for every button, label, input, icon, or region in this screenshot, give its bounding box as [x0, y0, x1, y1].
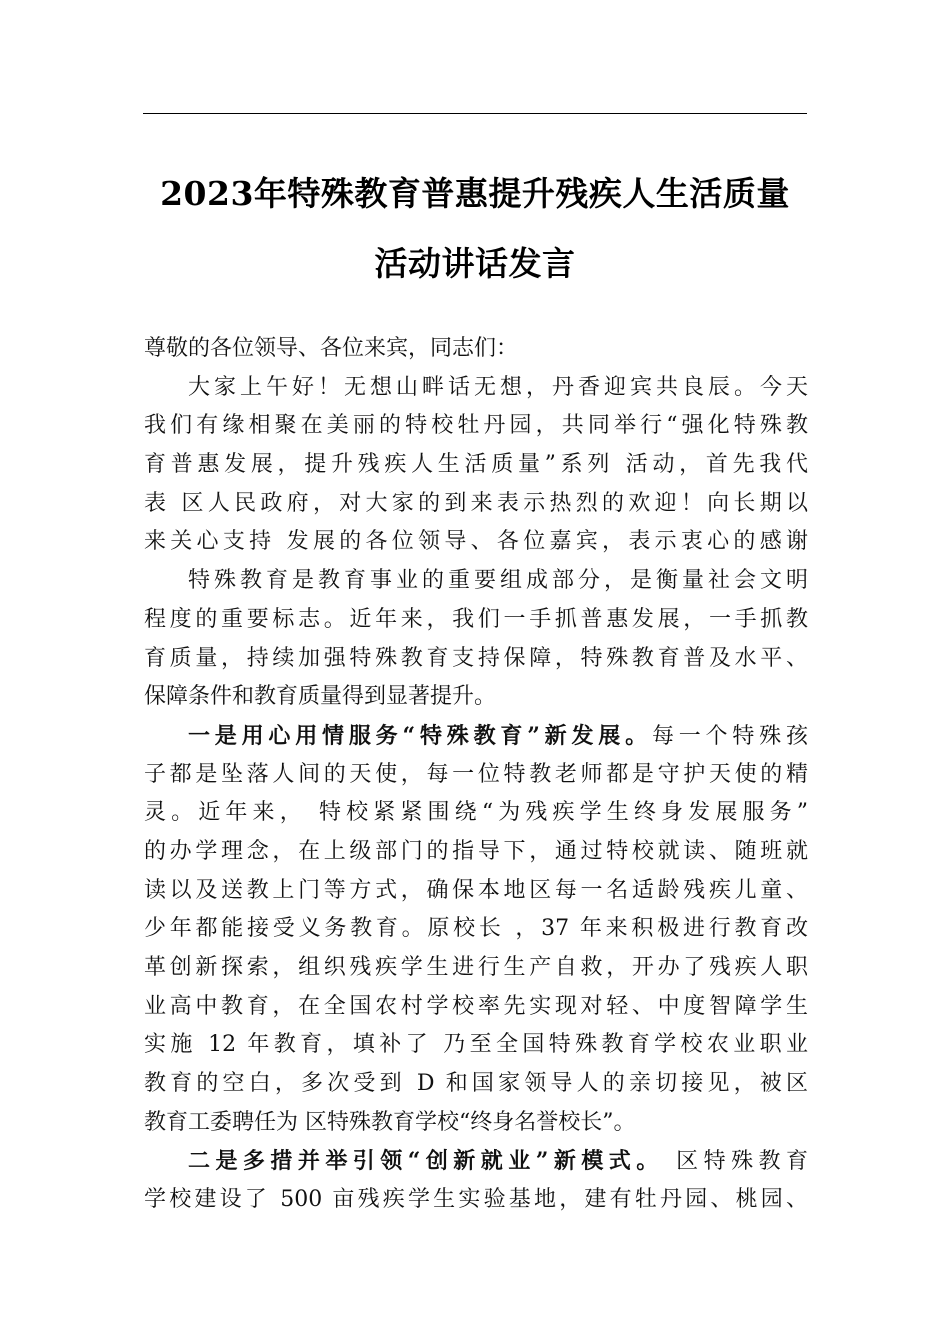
line-text: 业高中教育，在全国农村学校率先实现对轻、中度智障学生	[144, 993, 808, 1019]
text-line	[144, 910, 808, 949]
line-text: 的办学理念，在上级部门的指导下，通过特校就读、随班就	[144, 838, 808, 864]
line-text: 每一个特殊孩	[651, 723, 808, 749]
line-text: 育质量，持续加强特殊教育支持保障，特殊教育普及水平、	[144, 645, 808, 671]
document-title-line-2: 活动讲话发言	[374, 244, 576, 283]
text-line	[144, 640, 808, 679]
text-line	[144, 794, 808, 833]
line-text: 灵。近年来， 特校紧紧围绕“为残疾学生终身发展服务”	[144, 800, 808, 826]
text-line	[144, 1142, 808, 1181]
line-text: 实施 12 年教育，填补了 乃至全国特殊教育学校农业职业	[144, 1032, 808, 1058]
line-text: 革创新探索，组织残疾学生进行生产自救，开办了残疾人职	[144, 955, 808, 980]
text-line	[144, 988, 808, 1027]
text-line	[144, 1026, 808, 1065]
text-line	[144, 1104, 808, 1143]
text-line	[144, 872, 808, 911]
line-text: 程度的重要标志。近年来，我们一手抓普惠发展，一手抓教	[144, 606, 808, 632]
document-body	[144, 330, 808, 1220]
line-text: 区特殊教育	[663, 1149, 808, 1175]
text-line	[144, 601, 808, 640]
line-text: 表 区人民政府，对大家的到来表示热烈的欢迎！向长期以	[144, 490, 808, 516]
line-text: 学校建设了 500 亩残疾学生实验基地，建有牡丹园、桃园、	[144, 1187, 808, 1213]
bold-heading: 二是多措并举引领“创新就业”新模式。	[188, 1148, 664, 1175]
text-line	[144, 949, 808, 988]
line-text: 育普惠发展，提升残疾人生活质量”系列 活动，首先我代	[144, 452, 808, 478]
text-line	[144, 407, 808, 446]
line-text: 尊敬的各位领导、各位来宾，同志们：	[144, 336, 519, 361]
header-rule	[143, 113, 807, 114]
text-line	[144, 485, 808, 524]
line-text: 保障条件和教育质量得到显著提升。	[144, 684, 497, 710]
line-text: 子都是坠落人间的天使，每一位特教老师都是守护天使的精	[144, 761, 808, 787]
text-line	[144, 717, 808, 756]
text-line	[144, 1181, 808, 1220]
bold-heading: 一是用心用情服务“特殊教育”新发展。	[188, 722, 652, 749]
text-line	[144, 523, 808, 562]
line-text: 教育工委聘任为 区特殊教育学校“终身名誉校长”。	[144, 1109, 636, 1135]
line-text: 我们有缘相聚在美丽的特校牡丹园，共同举行“强化特殊教	[144, 413, 808, 439]
line-text: 来关心支持 发展的各位领导、各位嘉宾，表示衷心的感谢	[144, 529, 808, 555]
text-line	[144, 330, 808, 369]
line-text: 特殊教育是教育事业的重要组成部分，是衡量社会文明	[188, 568, 808, 594]
text-line	[144, 562, 808, 601]
line-text: 读以及送教上门等方式，确保本地区每一名适龄残疾儿童、	[144, 877, 808, 903]
document-title-line-1: 2023年特殊教育普惠提升残疾人生活质量	[160, 174, 790, 213]
text-line	[144, 446, 808, 485]
line-text: 大家上午好！无想山畔话无想，丹香迎宾共良辰。今天	[188, 374, 808, 400]
text-line	[144, 369, 808, 408]
text-line	[144, 756, 808, 795]
text-line	[144, 833, 808, 872]
line-text: 少年都能接受义务教育。原校长 ，37 年来积极进行教育改	[144, 916, 808, 942]
line-text: 教育的空白，多次受到 D 和国家领导人的亲切接见，被区	[144, 1071, 808, 1097]
text-line	[144, 1065, 808, 1104]
text-line	[144, 678, 808, 717]
